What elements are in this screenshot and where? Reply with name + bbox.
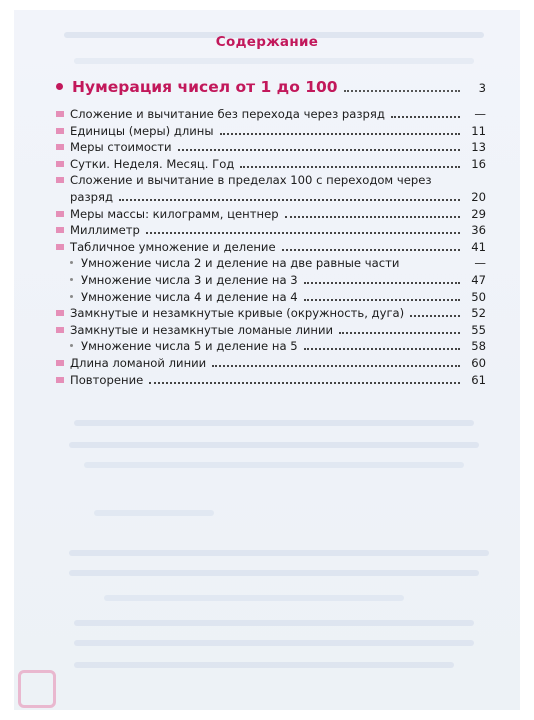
toc-page-number: 47 xyxy=(471,272,486,287)
toc-entry-label: Меры массы: килограмм, центнер xyxy=(70,206,279,221)
toc-entry[interactable] xyxy=(56,123,486,140)
pink-square-bullet-icon xyxy=(56,177,64,183)
toc-entry-label: Единицы (меры) длины xyxy=(70,123,214,138)
dot-leader xyxy=(146,232,460,234)
toc-entry[interactable] xyxy=(56,172,486,189)
toc-page-number: 50 xyxy=(471,289,486,304)
toc-main-entry[interactable] xyxy=(56,74,486,100)
toc-subentry-label: Умножение числа 4 и деление на 4 xyxy=(81,289,298,304)
toc-entry-label: Повторение xyxy=(70,372,144,387)
toc-main-label: Нумерация чисел от 1 до 100 xyxy=(72,78,338,96)
dot-leader xyxy=(212,365,460,367)
pink-square-bullet-icon xyxy=(56,360,64,366)
bleed-through-line xyxy=(69,570,479,576)
dot-leader xyxy=(149,382,460,384)
toc-subentry-label: Умножение числа 3 и деление на 3 xyxy=(81,272,298,287)
pink-square-bullet-icon xyxy=(56,144,64,150)
toc-entry[interactable] xyxy=(56,305,486,322)
toc-entry-label: Длина ломаной линии xyxy=(70,355,207,370)
dot-leader xyxy=(119,199,460,201)
dot-leader xyxy=(178,149,460,151)
pink-square-bullet-icon xyxy=(56,128,64,134)
bleed-through-line xyxy=(74,620,474,626)
dot-leader xyxy=(344,90,460,92)
toc-page-number: 52 xyxy=(471,306,486,321)
grey-dot-bullet-icon xyxy=(70,261,73,264)
toc-subentry-label: Умножение числа 5 и деление на 5 xyxy=(81,339,298,354)
pink-square-bullet-icon xyxy=(56,211,64,217)
toc-page-number: 29 xyxy=(471,206,486,221)
toc-subentry[interactable] xyxy=(56,289,486,306)
toc-page-number: 55 xyxy=(471,322,486,337)
toc-subentry-label: Умножение числа 2 и деление на две равные части xyxy=(81,256,400,271)
toc-entry-label: Меры стоимости xyxy=(70,140,172,155)
dot-leader xyxy=(405,265,460,267)
bleed-through-line xyxy=(84,462,464,468)
toc-page-number: 58 xyxy=(471,339,486,354)
toc-page-number: 60 xyxy=(471,355,486,370)
toc-subentry[interactable] xyxy=(56,338,486,355)
bleed-through-line xyxy=(74,420,474,426)
toc-entry[interactable] xyxy=(56,156,486,173)
pink-square-bullet-icon xyxy=(56,161,64,167)
dot-leader xyxy=(304,348,460,350)
dot-leader xyxy=(304,299,460,301)
pink-square-bullet-icon xyxy=(56,377,64,383)
dot-leader xyxy=(391,116,460,118)
pink-square-bullet-icon xyxy=(56,327,64,333)
dot-leader xyxy=(220,133,460,135)
toc-entry-label: Сутки. Неделя. Месяц. Год xyxy=(70,156,235,171)
bleed-through-line xyxy=(74,58,474,64)
pink-square-bullet-icon xyxy=(56,244,64,250)
dot-leader xyxy=(304,282,460,284)
toc-page-number: 20 xyxy=(471,189,486,204)
toc-entry[interactable] xyxy=(56,222,486,239)
bleed-through-line xyxy=(69,442,479,448)
grey-dot-bullet-icon xyxy=(70,278,73,281)
toc-page-number: 11 xyxy=(471,123,486,138)
grey-dot-bullet-icon xyxy=(70,344,73,347)
toc-entry-label: Сложение и вычитание в пределах 100 с переходом через xyxy=(70,173,432,188)
toc-page-number: — xyxy=(474,107,486,121)
toc-page-number: 61 xyxy=(471,372,486,387)
bleed-through-line xyxy=(74,662,454,668)
toc-page-number: 13 xyxy=(471,140,486,155)
pink-square-bullet-icon xyxy=(56,310,64,316)
dot-leader xyxy=(339,332,460,334)
bleed-through-line xyxy=(69,550,489,556)
toc-entry[interactable] xyxy=(56,206,486,223)
bleed-through-line xyxy=(74,640,474,646)
dot-leader xyxy=(285,216,460,218)
dot-leader xyxy=(240,166,460,168)
toc-entry-label: Сложение и вычитание без перехода через разряд xyxy=(70,107,385,121)
toc-entry[interactable] xyxy=(56,139,486,156)
toc-entry-label: Миллиметр xyxy=(70,223,140,238)
toc-entry-continuation[interactable] xyxy=(56,189,486,206)
toc-page-number: 36 xyxy=(471,223,486,238)
toc-subentry[interactable] xyxy=(56,272,486,289)
page-title: Содержание xyxy=(215,34,319,50)
toc-subentry[interactable] xyxy=(56,255,486,272)
toc-entry-label: Замкнутые и незамкнутые кривые (окружность, дуга) xyxy=(70,306,405,321)
toc-entry-label-continued: разряд xyxy=(70,189,113,204)
toc-entry-label: Табличное умножение и деление xyxy=(70,239,276,254)
bleed-through-line xyxy=(104,595,404,601)
pink-dot-bullet-icon xyxy=(56,83,63,90)
bleed-through-line xyxy=(94,510,214,516)
toc-entry[interactable] xyxy=(56,239,486,256)
toc-entry[interactable] xyxy=(56,372,486,389)
toc-page-number: 3 xyxy=(478,81,486,95)
pink-square-bullet-icon xyxy=(56,111,64,117)
toc-entry-label: Замкнутые и незамкнутые ломаные линии xyxy=(70,322,334,337)
toc-entry[interactable] xyxy=(56,355,486,372)
page-corner-tab xyxy=(18,670,56,708)
grey-dot-bullet-icon xyxy=(70,295,73,298)
dot-leader xyxy=(410,315,460,317)
toc-page-number: 16 xyxy=(471,156,486,171)
pink-square-bullet-icon xyxy=(56,227,64,233)
toc-entry[interactable] xyxy=(56,322,486,339)
toc-page-number: — xyxy=(474,256,486,271)
dot-leader xyxy=(282,249,460,251)
table-of-contents xyxy=(56,74,486,388)
toc-entry[interactable] xyxy=(56,106,486,123)
toc-page-number: 41 xyxy=(471,239,486,254)
